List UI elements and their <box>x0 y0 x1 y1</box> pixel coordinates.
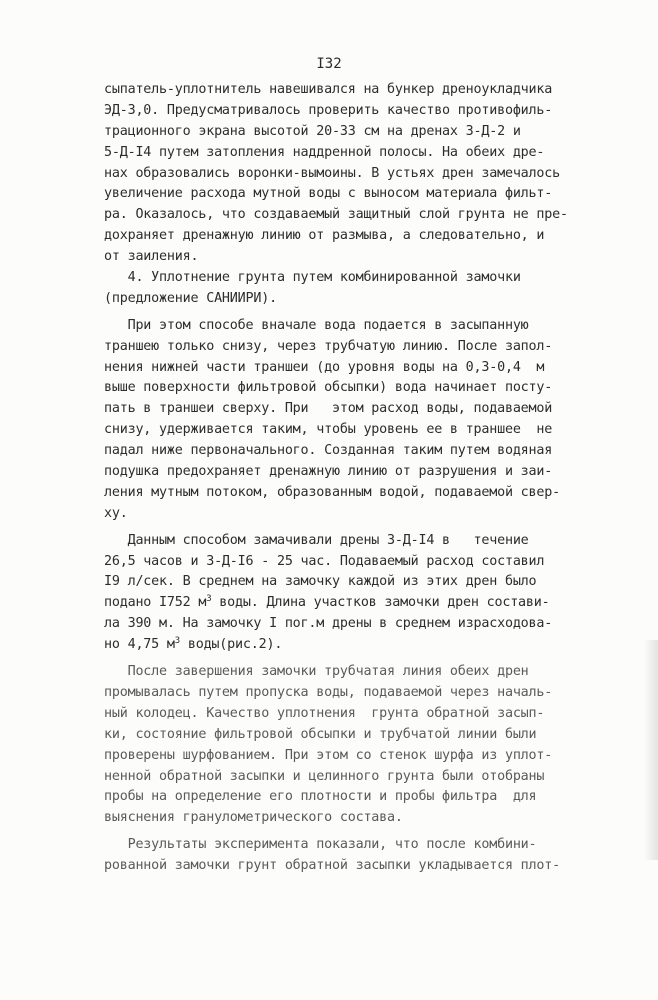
section-heading-line: 4. Уплотнение грунта путем комбинированной замочки <box>104 270 521 286</box>
text-line: Результаты эксперимента показали, что после комбини- <box>104 837 537 853</box>
text-line: снизу, удерживается таким, чтобы уровень ее в траншее не <box>104 422 553 438</box>
text-line: ления мутным потоком, образованным водой, подаваемой свер- <box>104 484 560 500</box>
text-line: рованной замочки грунт обратной засыпки укладывается плот- <box>104 858 560 874</box>
scan-edge-shadow <box>644 640 658 860</box>
text-line: ный колодец. Качество уплотнения грунта обратной засып- <box>104 705 545 721</box>
text-line: выяснения гранулометрического состава. <box>104 810 403 826</box>
text-line: падал ниже первоначального. Созданная таким путем водяная <box>104 443 553 459</box>
text-line: ра. Оказалось, что создаваемый защитный слой грунта не пре- <box>104 207 568 223</box>
text-segment: но 4,75 м <box>104 637 175 653</box>
text-line: промывалась путем пропуска воды, подаваемой через началь- <box>104 684 553 700</box>
text-line: подушка предохраняет дренажную линию от разрушения и заи- <box>104 464 553 480</box>
text-line-with-superscript <box>104 635 584 656</box>
text-line: Данным способом замачивали дрены 3-Д-I4 в течение <box>104 532 529 548</box>
text-line: от заиления. <box>104 249 199 265</box>
text-line: ЭД-3,0. Предусматривалось проверить качество противофиль- <box>104 102 553 118</box>
text-line: ху. <box>104 505 128 521</box>
text-line: нах образовались воронки-вымоины. В устьях дрен замечалось <box>104 165 560 181</box>
paragraph-5 <box>104 662 584 829</box>
text-line: ненной обратной засыпки и целинного грунта были отобраны <box>104 768 545 784</box>
text-line: 5-Д-I4 путем затопления наддренной полосы. На обеих дре- <box>104 144 545 160</box>
superscript: 3 <box>174 636 180 647</box>
text-segment: подано I752 м <box>104 595 207 611</box>
text-line: ки, состояние фильтровой обсыпки и трубчатой линии были <box>104 726 537 742</box>
paragraph-3 <box>104 316 584 525</box>
text-line-with-superscript <box>104 593 584 614</box>
text-line: I9 л/сек. В среднем на замочку каждой из этих дрен было <box>104 574 537 590</box>
superscript: 3 <box>206 594 212 605</box>
section-heading-line: (предложение САНИИРИ). <box>104 290 277 306</box>
body-text <box>104 80 584 877</box>
text-segment: воды. Длина участков замочки дрен состави- <box>211 595 550 611</box>
text-line: После завершения замочки трубчатая линия обеих дрен <box>104 664 529 680</box>
text-line: дохраняет дренажную линию от размыва, а следовательно, и <box>104 228 545 244</box>
text-segment: воды(рис.2). <box>179 637 283 653</box>
text-line: пать в траншеи сверху. При этом расход воды, подаваемой <box>104 401 553 417</box>
text-line: выше поверхности фильтровой обсыпки) вода начинает посту- <box>104 380 553 396</box>
text-line: 26,5 часов и 3-Д-I6 - 25 час. Подаваемый расход составил <box>104 553 545 569</box>
page-number: I32 <box>316 56 342 72</box>
text-line: пробы на определение его плотности и пробы фильтра для <box>104 789 537 805</box>
text-line: проверены шурфованием. При этом со стенок шурфа из уплот- <box>104 747 553 763</box>
paragraph-2 <box>104 268 584 310</box>
text-line: При этом способе вначале вода подается в засыпанную <box>104 317 529 333</box>
text-line: сыпатель-уплотнитель навешивался на бункер дреноукладчика <box>104 82 553 97</box>
text-line: траншею только снизу, через трубчатую линию. После запол- <box>104 338 553 354</box>
text-line: ла 390 м. На замочку I пог.м дрены в среднем израсходова- <box>104 616 553 632</box>
paragraph-4 <box>104 531 584 656</box>
text-line: трационного экрана высотой 20-33 см на дренах 3-Д-2 и <box>104 123 521 139</box>
paragraph-6 <box>104 835 584 877</box>
text-line: нения нижней части траншеи (до уровня воды на 0,3-0,4 м <box>104 359 545 375</box>
text-line: увеличение расхода мутной воды с выносом материала фильт- <box>104 186 553 202</box>
paragraph-1 <box>104 80 584 268</box>
